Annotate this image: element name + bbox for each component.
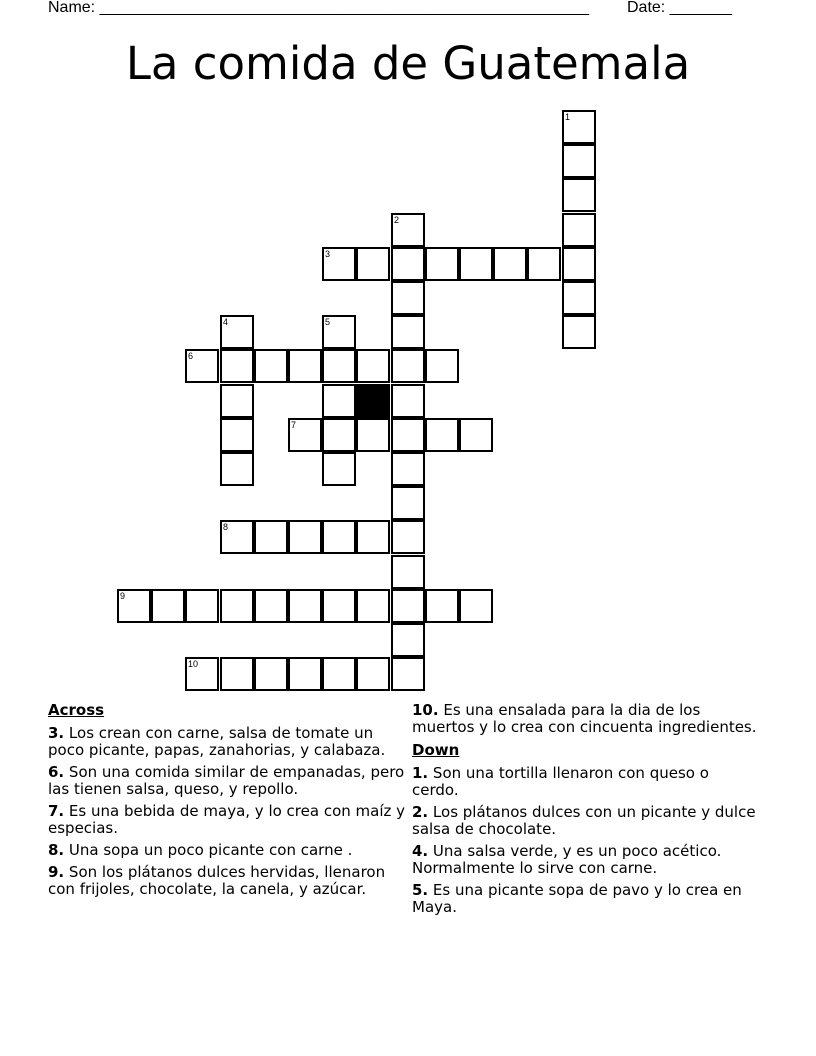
clue-item [412,843,757,877]
clue-item-text: Es una picante sopa de pavo y lo crea en Maya. [412,881,742,916]
date-field-label: Date: _______ [627,0,732,16]
clue-item-number: 4. [412,842,429,860]
grid-cell[interactable] [151,589,185,623]
page-title: La comida de Guatemala [125,37,691,90]
grid-cell[interactable] [288,657,322,691]
grid-cell[interactable] [562,178,596,212]
grid-cell[interactable] [322,589,356,623]
clue-item-text: Son una comida similar de empanadas, pero las tienen salsa, queso, y repollo. [48,763,405,798]
grid-cell[interactable] [562,144,596,178]
clue-item [412,804,757,838]
clue-item-text: Son una tortilla llenaron con queso o cerdo. [412,764,709,799]
grid-cell[interactable] [391,213,425,247]
grid-cell[interactable] [425,247,459,281]
clue-item-number: 1. [412,764,429,782]
grid-cell[interactable] [220,520,254,554]
clue-item-number: 9. [48,863,65,881]
down-heading: Down [412,741,460,759]
grid-cell[interactable] [391,315,425,349]
grid-cell[interactable] [220,589,254,623]
clue-item-number: 10. [412,701,439,719]
grid-cell[interactable] [425,589,459,623]
clue-item-number: 3. [48,724,65,742]
grid-cell[interactable] [288,418,322,452]
clue-item-number: 7. [48,802,65,820]
clue-item-number: 2. [412,803,429,821]
clue-item-text: Los plátanos dulces con un picante y dulce salsa de chocolate. [412,803,756,838]
grid-cell[interactable] [391,281,425,315]
clue-number: 8 [223,522,229,532]
grid-cell[interactable] [220,315,254,349]
clue-item-number: 8. [48,841,65,859]
grid-cell[interactable] [459,247,493,281]
clues-right-column [412,702,757,921]
clue-item-text: Los crean con carne, salsa de tomate un poco picante, papas, zanahorias, y calabaza. [48,724,386,759]
clue-item-number: 6. [48,763,65,781]
grid-cell[interactable] [254,657,288,691]
clue-item [48,764,408,798]
grid-cell[interactable] [254,349,288,383]
grid-cell[interactable] [425,349,459,383]
clue-item [48,864,408,898]
grid-cell[interactable] [493,247,527,281]
grid-cell[interactable] [391,247,425,281]
clue-number: 6 [188,351,194,361]
grid-cell[interactable] [562,315,596,349]
grid-cell[interactable] [425,418,459,452]
grid-cell[interactable] [322,384,356,418]
clue-number: 9 [120,591,126,601]
grid-cell[interactable] [391,520,425,554]
grid-cell[interactable] [391,589,425,623]
grid-cell[interactable] [254,520,288,554]
grid-cell[interactable] [117,589,151,623]
grid-cell[interactable] [322,315,356,349]
grid-cell[interactable] [356,657,390,691]
clue-number: 5 [325,317,331,327]
grid-cell[interactable] [356,349,390,383]
down-clue-list [412,765,757,916]
clue-item-text: Es una bebida de maya, y lo crea con maíz y especias. [48,802,406,837]
grid-cell[interactable] [322,520,356,554]
clue-item-text: Es una ensalada para la dia de los muertos y lo crea con cincuenta ingredientes. [412,701,757,736]
across-heading: Across [48,701,105,719]
grid-cell[interactable] [322,452,356,486]
grid-cell[interactable] [356,520,390,554]
grid-cell[interactable] [322,247,356,281]
grid-cell[interactable] [220,384,254,418]
grid-block-cell [356,384,390,418]
clue-number: 4 [223,317,229,327]
clue-number: 2 [394,215,400,225]
grid-cell[interactable] [562,110,596,144]
grid-cell[interactable] [459,418,493,452]
clue-item [48,725,408,759]
grid-cell[interactable] [391,555,425,589]
grid-cell[interactable] [562,213,596,247]
grid-cell[interactable] [527,247,561,281]
grid-cell[interactable] [322,349,356,383]
clue-item-number: 5. [412,881,429,899]
across-clue-list-continued [412,702,757,736]
clue-item [48,842,408,859]
grid-cell[interactable] [185,657,219,691]
grid-cell[interactable] [562,281,596,315]
grid-cell[interactable] [391,418,425,452]
grid-cell[interactable] [391,486,425,520]
clues-left-column [48,702,408,903]
clue-number: 7 [291,420,297,430]
grid-cell[interactable] [185,349,219,383]
across-clue-list [48,725,408,898]
grid-cell[interactable] [220,452,254,486]
grid-cell[interactable] [185,589,219,623]
clue-item [48,803,408,837]
grid-cell[interactable] [391,623,425,657]
clue-item-text: Una salsa verde, y es un poco acético. Normalmente lo sirve con carne. [412,842,722,877]
grid-cell[interactable] [288,520,322,554]
grid-cell[interactable] [322,657,356,691]
grid-cell[interactable] [391,384,425,418]
clue-item [412,702,757,736]
grid-cell[interactable] [356,589,390,623]
clue-number: 3 [325,249,331,259]
grid-cell[interactable] [391,349,425,383]
grid-cell[interactable] [562,247,596,281]
grid-cell[interactable] [288,589,322,623]
grid-cell[interactable] [220,418,254,452]
grid-cell[interactable] [220,657,254,691]
clue-item-text: Una sopa un poco picante con carne . [68,841,353,859]
grid-cell[interactable] [391,452,425,486]
clue-item-text: Son los plátanos dulces hervidas, llenaron con frijoles, chocolate, la canela, y azúcar. [48,863,386,898]
clue-number: 10 [188,659,199,669]
grid-cell[interactable] [288,349,322,383]
grid-cell[interactable] [356,247,390,281]
grid-cell[interactable] [220,349,254,383]
name-field-label: Name: _______________________________________________________ [48,0,589,16]
clue-item [412,765,757,799]
grid-cell[interactable] [459,589,493,623]
clue-number: 1 [565,112,571,122]
grid-cell[interactable] [322,418,356,452]
clue-item [412,882,757,916]
grid-cell[interactable] [356,418,390,452]
grid-cell[interactable] [254,589,288,623]
grid-cell[interactable] [391,657,425,691]
